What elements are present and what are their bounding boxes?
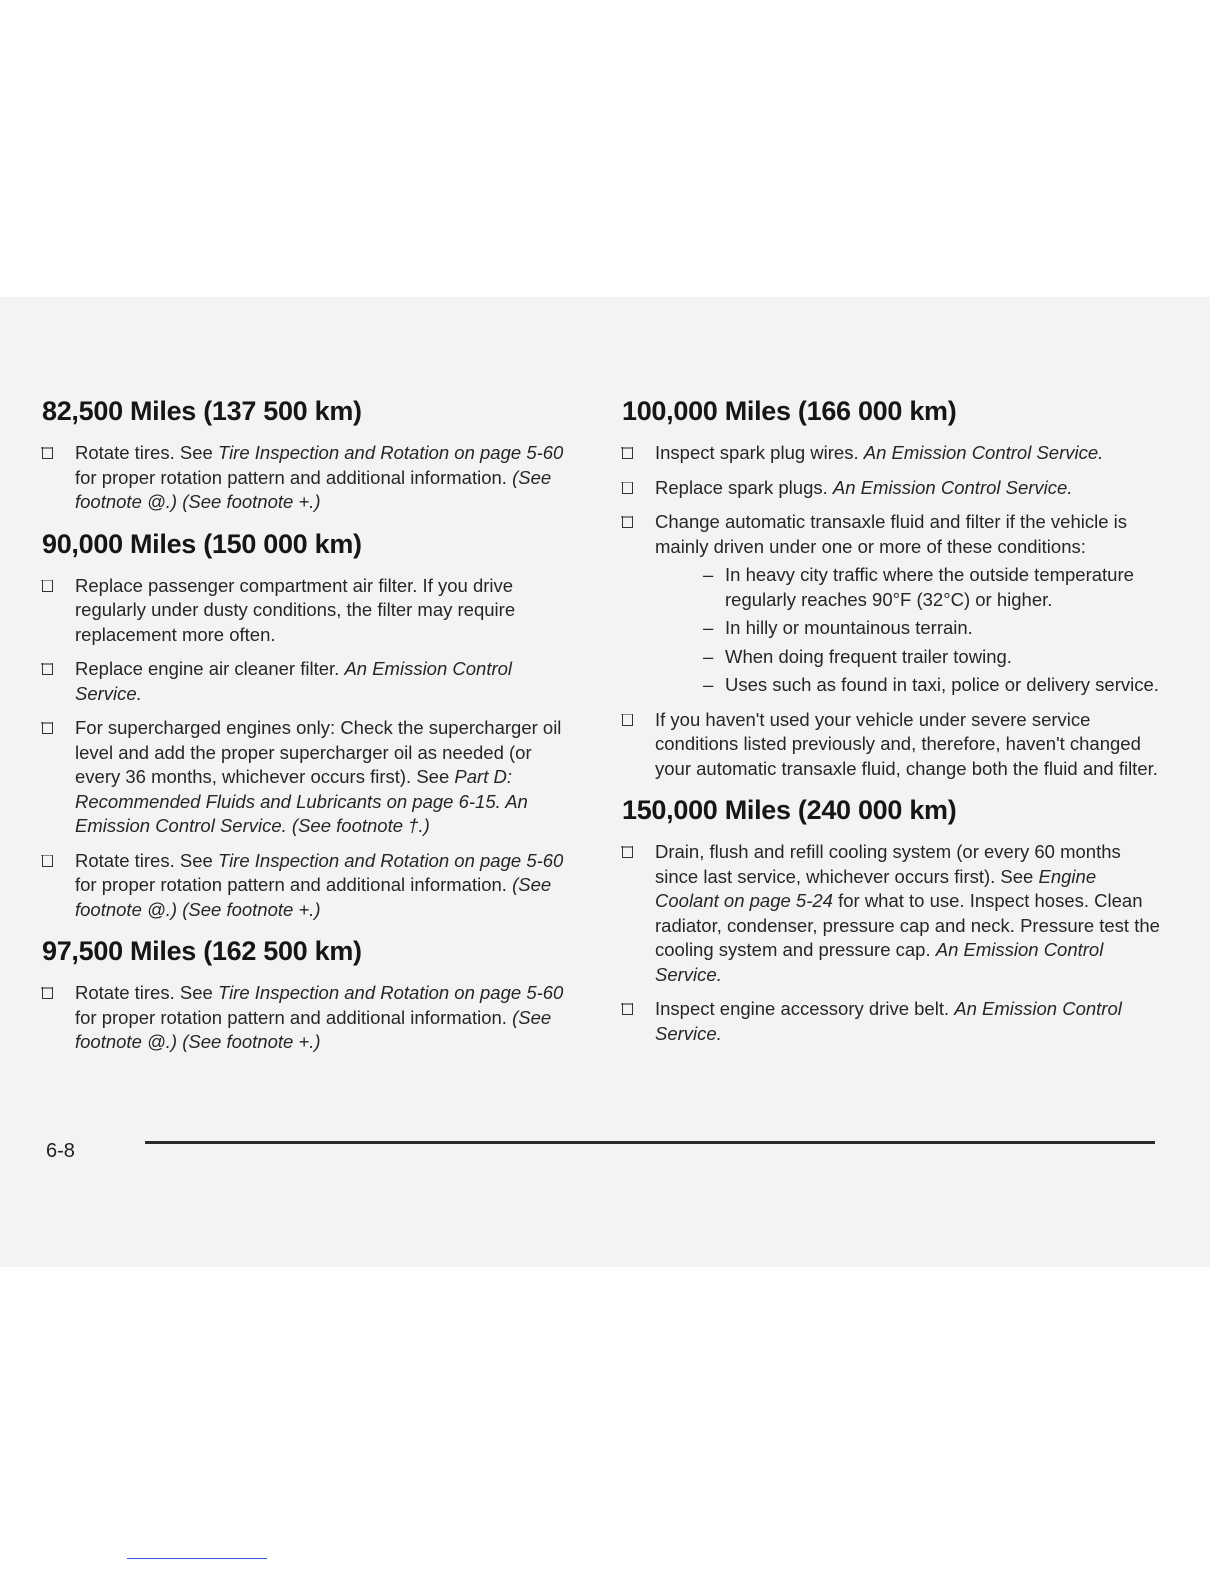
condition-item: – In hilly or mountainous terrain. [703,617,973,638]
section-heading-150000: 150,000 Miles (240 000 km) [622,795,957,825]
checklist-item: Rotate tires. See Tire Inspection and Rotation on page 5-60 for proper rotation pattern and additional information. (See footnote @.) (See footnote +.) [42,849,572,923]
checkbox-icon [622,516,633,528]
condition-item: – When doing frequent trailer towing. [703,645,1012,667]
checkbox-icon [622,482,633,494]
condition-item: – In heavy city traffic where the outside temperature regularly reaches 90°F (32°C) or higher. [703,564,1134,610]
left-column [42,396,572,1065]
right-column [622,396,1162,1056]
checkbox-icon [622,447,633,459]
checkbox-icon [42,987,53,999]
page-number: 6-8 [46,1140,75,1162]
checklist-item: Drain, flush and refill cooling system (or every 60 months since last service, whichever occurs first). See Engine Coolant on page 5-24 for what to use. Inspect hoses. Clean radiator, condenser, pressure cap and neck. Pressure test the cooling system and pressure cap. An Emission Control Service. [622,840,1162,987]
checkbox-icon [622,1003,633,1015]
checklist-item: Replace passenger compartment air filter. If you drive regularly under dusty conditions, the filter may require replacement more often. [42,574,572,648]
checkbox-icon [42,447,53,459]
checkbox-icon [42,722,53,734]
checkbox-icon [42,855,53,867]
section-heading-100000: 100,000 Miles (166 000 km) [622,396,957,426]
checkbox-icon [42,663,53,675]
checklist-item: If you haven't used your vehicle under severe service conditions listed previously and, therefore, haven't changed your automatic transaxle fluid, change both the fluid and filter. [622,708,1162,782]
checklist-item: Inspect engine accessory drive belt. An Emission Control Service. [622,997,1162,1046]
checklist-item: Replace spark plugs. An Emission Control Service. [622,476,1162,501]
checkbox-icon [622,714,633,726]
checklist-item: Rotate tires. See Tire Inspection and Rotation on page 5-60 for proper rotation pattern and additional information. (See footnote @.) (See footnote +.) [42,441,572,515]
section-heading-90000: 90,000 Miles (150 000 km) [42,528,362,559]
checkbox-icon [42,580,53,592]
checklist-item: Replace engine air cleaner filter. An Emission Control Service. [42,657,572,706]
checklist-item: Rotate tires. See Tire Inspection and Rotation on page 5-60 for proper rotation pattern and additional information. (See footnote @.) (See footnote +.) [42,981,572,1055]
footer-rule [145,1141,1155,1144]
section-heading-97500: 97,500 Miles (162 500 km) [42,936,362,966]
section-heading-82500: 82,500 Miles (137 500 km) [42,396,362,426]
condition-item: – Uses such as found in taxi, police or delivery service. [703,674,1159,695]
condition-list [703,563,1162,698]
checklist-item: For supercharged engines only: Check the supercharger oil level and add the proper supercharger oil as needed (or every 36 months, whichever occurs first). See Part D: Recommended Fluids and Lubricants on page 6-15. An Emission Control Service. (See footnote †.) [42,716,572,839]
bottom-link-underline [127,1558,267,1559]
checklist-item: Change automatic transaxle fluid and filter if the vehicle is mainly driven under one or more of these conditions: – In heavy city traffic where the outside temperature regularly reaches 90°F (32°C) or higher. – In hilly or mountainous terrain. – When doing frequent trailer towing. – Uses such as found in taxi, police or delivery service. [622,510,1162,698]
checkbox-icon [622,846,633,858]
checklist-item: Inspect spark plug wires. An Emission Control Service. [622,441,1162,466]
